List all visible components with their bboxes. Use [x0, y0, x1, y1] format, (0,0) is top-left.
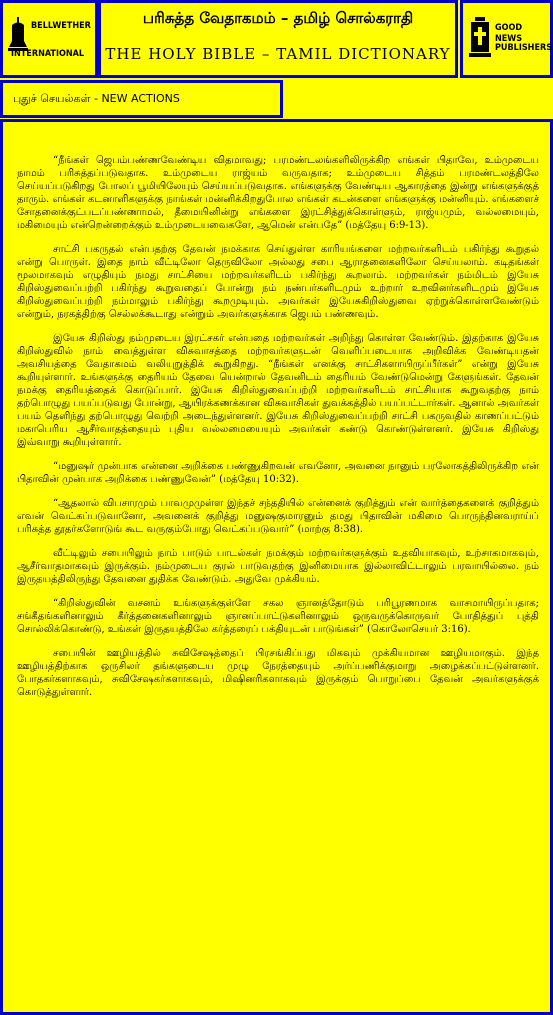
section-title: புதுச் செயல்கள் - NEW ACTIONS — [13, 92, 180, 105]
header-title-english: THE HOLY BIBLE – TAMIL DICTIONARY — [105, 45, 451, 63]
logo-left-line2: INTERNATIONAL — [11, 49, 85, 59]
content-panel — [0, 119, 553, 1015]
good-news-logo — [463, 3, 553, 75]
good-news-book-icon — [469, 17, 491, 59]
paragraph: “ஆதலால் விபசாரமும் பாவமுமுள்ள இந்தச் சந்ததியில் என்னைக் குறித்தும் என் வார்த்தைகளைக் குறித்தும் எவன் வெட்கப்படுவானோ, அவனைக் குறித்து மனுஷகுமாரனும் தமது பிதாவின் மகிமை பொருந்தினவராய்ப் பரிசுத்த தூதர்களோடுங் கூட வருகும்போது வெட்கப்படுவார்” (மாற்கு 8:38). — [17, 498, 539, 535]
paragraph: சாட்சி பகருதல் என்பதற்கு தேவன் நமக்காக செய்துள்ள காரியங்களை மற்றவர்களிடம் பகிர்ந்து கூறுதல் என்று பொருள். இதை நாம் வீட்டிலோ தெருவிலோ அல்லது சபை ஆராதனைகளிலோ செய்யலாம். கடிதங்கள் மூலமாகவும் எழுதியும் நமது சாட்சியை மற்றவர்களிடம் பகிர்ந்து கூறலாம். மற்றவர்கள் நம்மிடம் இயேசு கிறிஸ்துவைப்பற்றி பகிர்ந்து கூறுவதைப் போன்று நம் நண்பர்களிடமும் உற்றார் உறவினர்களிடமும் இயேசு கிறிஸ்துவைப்பற்றி நம்மாலும் பகிர்ந்து கூறமுடியும். அவர்கள் இயேசுகிறிஸ்துவை ஏற்றுக்கொள்ளவேண்டும் என்றும், நரகத்திற்கு செல்லக்கூடாது என்றும் அவர்களுக்காக ஜெபம் பண்ணவும். — [17, 244, 539, 320]
good-news-logo-box — [460, 0, 553, 78]
paragraph: இயேசு கிறிஸ்து நம்முடைய இரட்சகர் என்பதை மற்றவர்கள் அறிந்து கொள்ள வேண்டும். இதற்காக இயேசு கிறிஸ்துவில் நாம் வைத்துள்ள விசுவாசத்தை மற்றவர்களுடன் வெளிப்படையாக அறிவிக்க வேண்டியதன் அவசியத்தை வேதாகமம் வலியுறுத்திக் கூறுகிறது. “நீங்கள் எனக்கு சாட்சிகளாயிருப்பீர்கள்” என்று இயேசு கூறியுள்ளார். உங்களுக்கு தைரியம் தேவை யென்றால் தேவனிடம் தைரியம் வேண்டுமென்று கேளுங்கள். தேவன் நமக்கு தைரியத்தைக் கொடுப்பார். இயேசு கிறிஸ்துவைப்பற்றி மற்றவர்களிடம் சாட்சியாக கூறுவதற்கு நாம் தற்பொழுது பயப்படுவது போன்று, ஆயிரக்கணக்கான விசுவாசிகள் துவக்கத்தில் பயப்பட்டார்கள். ஆனால் அவர்கள் பயம் தெளிந்து தற்பொழுது வெற்றி அடைந்துள்ளனர். இயேசு கிறிஸ்துவைப்பற்றி சாட்சி பகருவதில் காணப்பட்டும் மகாபெரிய ஆசீர்வாதத்தையும் புதிய வல்லமையையும் அவர்கள் கண்டு கொண்டுள்ளனர். இயேசு கிறிஸ்து இவ்வாறு கூறியுள்ளார். — [17, 333, 539, 448]
dictionary-header — [98, 0, 458, 78]
header-title-tamil: பரிசுத்த வேதாகமம் – தமிழ் சொல்கராதி — [142, 9, 414, 27]
bellwether-logo — [3, 3, 95, 75]
paragraph: சபையின் ஊழியத்தில் சுவிசேஷத்தைப் பிரசங்கிப்பது மிகவும் முக்கியமான ஊழியமாகும். இந்த ஊழியத்திற்காக ஒருசிலர் தங்களுடைய முழு நேரத்தையும் அர்ப்பணிக்குமாறு அழைக்கப்பட்டுள்ளனர். போதகர்களாகவும், சுவிசேஷகர்களாகவும், மிஷினரிகளாகவும் இருக்கும் பொறுப்பை தேவன் அவர்களுக்குக் கொடுத்துள்ளார். — [17, 648, 539, 698]
article-body — [17, 154, 539, 710]
paragraph: “நீங்கள் ஜெபம்பண்ணவேண்டிய விதமாவது; பரமண்டலங்களிலிருக்கிற எங்கள் பிதாவே, உம்முடைய நாமம் பரிசுத்தப்படுவதாக. உம்முடைய ராஜ்யம் வருவதாக; உம்முடைய சித்தம் பரமண்டலத்திலே செய்யப்படுகிறது போலப் பூமியிலேயும் செய்யப்படுவதாக. எங்களுக்கு வேண்டிய ஆகாரத்தை இன்று எங்களுக்குத் தாரும். எங்கள் கடனாளிகளுக்கு நாங்கள் மன்னிக்கிறதுபோல எங்கள் கடன்களை எங்களுக்கு மன்னியும். எங்களைச் சோதனைக்குட்படப்பண்ணாமல், தீமையினின்று எங்களை இரட்சித்துக்கொள்ளும், ராஜ்யமும், வல்லமையும், மகிமையும் என்றென்றைக்கும் உம்முடையவைகளே, ஆமென் என்பதே” (மத்தேயு 6:9-13). — [17, 155, 539, 231]
paragraph: வீட்டிலும் சபையிலும் நாம் பாடும் பாடல்கள் நமக்கும் மற்றவர்களுக்கும் உதவியாகவும், உற்சாகமாகவும், ஆசீர்வாதமாகவும் இருக்கும். நம்முடைய குரல் பாடுவதற்கு இனிமையாக இல்லாவிட்டாலும் பரவாயில்லை. நம் இருதயத்திலிருந்து தேவனை துதிக்க வேண்டும். அதுவே முக்கியம். — [17, 548, 539, 585]
logo-right-line1: GOOD NEWS — [495, 23, 523, 44]
bellwether-bell-icon — [7, 17, 29, 53]
logo-right-line2: PUBLISHERS — [495, 43, 553, 53]
bellwether-logo-box — [0, 0, 98, 78]
logo-left-line1: BELLWETHER — [31, 21, 91, 31]
paragraph: “கிறிஸ்துவின் வசனம் உங்களுக்குள்ளே சகல ஞானத்தோடும் பரிபூரணமாக வாசமாயிருப்பதாக; சங்கீதங்களினாலும் கீர்த்தனைகளினாலும் ஞானப்பாட்டுகளினாலும் ஒருவருக்கொருவர் போதித்துப் புத்தி சொல்லிக்கொண்டு, உங்கள் இருதயத்திலே கர்த்தரைப் பக்தியுடன் பாடுங்கள்” (கொலோசெயர் 3:16). — [17, 598, 539, 635]
paragraph: “மனுஷர் முன்பாக என்னை அறிக்கை பண்ணுகிறவன் எவனோ, அவனை நானும் பரலோகத்திலிருக்கிற என் பிதாவின் முன்பாக அறிக்கை பண்ணுவேன்” (மத்தேயு 10:32). — [17, 461, 539, 485]
section-heading-box — [0, 80, 283, 118]
